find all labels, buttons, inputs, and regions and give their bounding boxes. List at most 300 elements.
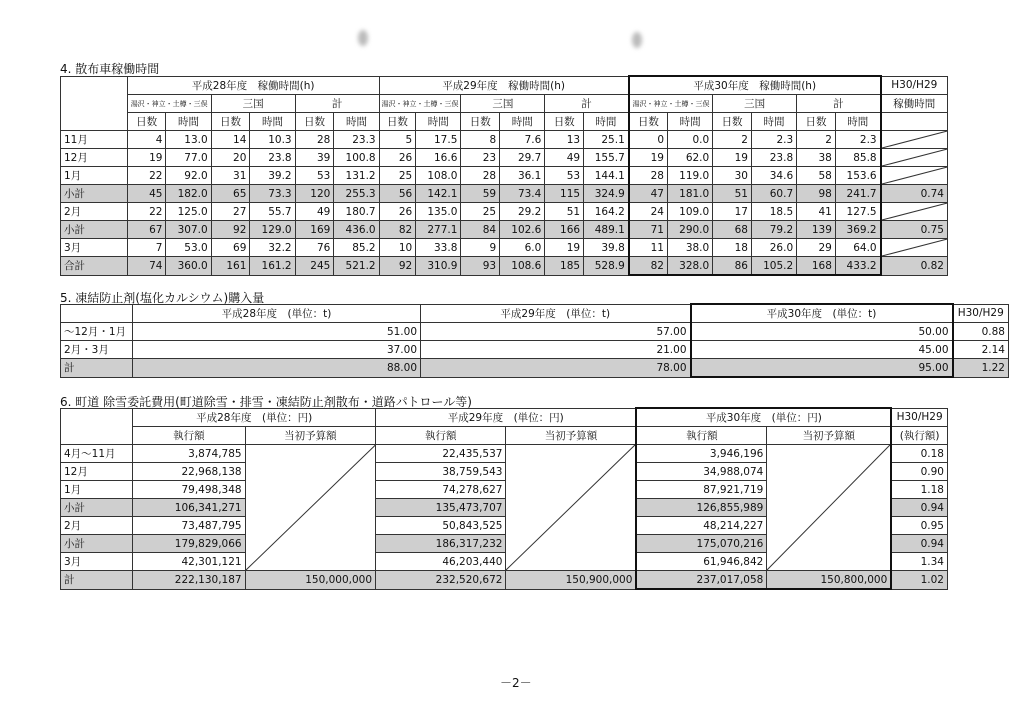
data-cell: 13.0 — [166, 131, 211, 149]
data-cell: 255.3 — [334, 185, 379, 203]
data-cell: 290.0 — [668, 221, 713, 239]
unit-header: 日数 — [127, 113, 166, 131]
row-label: 1月 — [61, 167, 128, 185]
row-label: 小計 — [61, 221, 128, 239]
data-cell: 161 — [211, 257, 250, 276]
data-cell: 50.00 — [691, 323, 953, 341]
unit-header: 日数 — [379, 113, 416, 131]
data-cell: 62.0 — [668, 149, 713, 167]
data-cell: 86 — [713, 257, 752, 276]
data-cell: 49 — [295, 203, 334, 221]
table-row — [61, 239, 948, 257]
data-cell: 82 — [629, 257, 668, 276]
data-cell: 153.6 — [835, 167, 880, 185]
year-group-header: 平成30年度 (単位：t) — [691, 304, 953, 323]
data-cell: 310.9 — [416, 257, 461, 276]
section-5-title: 5. 凍結防止剤(塩化カルシウム)購入量 — [60, 291, 265, 305]
row-label: 3月 — [61, 553, 133, 571]
data-cell: 14 — [211, 131, 250, 149]
unit-header: 時間 — [166, 113, 211, 131]
ratio-cell: 1.02 — [891, 571, 947, 590]
data-cell: 16.6 — [416, 149, 461, 167]
data-cell: 34.6 — [751, 167, 796, 185]
ratio-diagonal-cell — [881, 131, 948, 149]
data-cell: 26 — [379, 149, 416, 167]
data-cell: 433.2 — [835, 257, 880, 276]
data-cell: 64.0 — [835, 239, 880, 257]
data-cell: 19 — [629, 149, 668, 167]
table-row — [61, 304, 1009, 323]
data-cell: 28 — [295, 131, 334, 149]
data-cell: 78.00 — [421, 359, 691, 378]
page-number: －2－ — [500, 676, 532, 690]
data-cell: 120 — [295, 185, 334, 203]
area-header: 湯沢・神立・土樽・三俣 — [127, 95, 211, 113]
data-cell: 65 — [211, 185, 250, 203]
data-cell: 69 — [211, 239, 250, 257]
area-header: 三国 — [713, 95, 797, 113]
data-cell: 168 — [797, 257, 836, 276]
data-cell: 23 — [461, 149, 500, 167]
data-cell: 39.8 — [584, 239, 629, 257]
row-label: ～12月・1月 — [61, 323, 133, 341]
table-row — [61, 95, 948, 113]
table-row — [61, 408, 948, 427]
data-cell: 127.5 — [835, 203, 880, 221]
data-cell: 56 — [379, 185, 416, 203]
ratio-cell: 2.14 — [953, 341, 1009, 359]
data-cell: 0 — [629, 131, 668, 149]
year-group-header: 平成30年度 (単位：円) — [636, 408, 891, 427]
data-cell: 119.0 — [668, 167, 713, 185]
data-cell: 2.3 — [835, 131, 880, 149]
data-cell: 53 — [545, 167, 584, 185]
exec-amount-cell: 87,921,719 — [636, 481, 766, 499]
exec-amount-cell: 175,070,216 — [636, 535, 766, 553]
data-cell: 11 — [629, 239, 668, 257]
data-cell: 180.7 — [334, 203, 379, 221]
data-cell: 53.0 — [166, 239, 211, 257]
data-cell: 10.3 — [250, 131, 295, 149]
data-cell: 18.5 — [751, 203, 796, 221]
exec-amount-cell: 126,855,989 — [636, 499, 766, 517]
exec-amount-cell: 34,988,074 — [636, 463, 766, 481]
data-cell: 2 — [713, 131, 752, 149]
area-header: 三国 — [211, 95, 295, 113]
area-header: 計 — [545, 95, 629, 113]
data-cell: 18 — [713, 239, 752, 257]
antifreeze-purchase-table — [60, 303, 1009, 378]
exec-amount-cell: 46,203,440 — [376, 553, 506, 571]
data-cell: 77.0 — [166, 149, 211, 167]
data-cell: 10 — [379, 239, 416, 257]
row-label: 計 — [61, 359, 133, 378]
ratio-cell: 0.18 — [891, 445, 947, 463]
exec-amount-header: 執行額 — [636, 427, 766, 445]
exec-amount-cell: 38,759,543 — [376, 463, 506, 481]
data-cell: 25 — [461, 203, 500, 221]
unit-header: 日数 — [211, 113, 250, 131]
data-cell: 19 — [713, 149, 752, 167]
data-cell: 23.8 — [250, 149, 295, 167]
exec-amount-cell: 73,487,795 — [133, 517, 245, 535]
section-4-title: 4. 散布車稼働時間 — [60, 62, 160, 76]
row-label: 12月 — [61, 149, 128, 167]
row-label: 小計 — [61, 535, 133, 553]
data-cell: 26 — [379, 203, 416, 221]
data-cell: 92 — [379, 257, 416, 276]
data-cell: 92.0 — [166, 167, 211, 185]
unit-header: 時間 — [250, 113, 295, 131]
data-cell: 19 — [127, 149, 166, 167]
row-label: 12月 — [61, 463, 133, 481]
data-cell: 102.6 — [500, 221, 545, 239]
exec-amount-cell: 48,214,227 — [636, 517, 766, 535]
year-group-header: 平成30年度 稼働時間(h) — [629, 76, 881, 95]
data-cell: 9 — [461, 239, 500, 257]
data-cell: 71 — [629, 221, 668, 239]
data-cell: 39 — [295, 149, 334, 167]
data-cell: 88.00 — [133, 359, 421, 378]
unit-header: 時間 — [334, 113, 379, 131]
ratio-header: H30/H29 — [891, 408, 947, 427]
corner-cell — [61, 408, 133, 445]
data-cell: 19 — [545, 239, 584, 257]
year-group-header: 平成28年度 (単位：円) — [133, 408, 376, 427]
ratio-cell: 1.22 — [953, 359, 1009, 378]
unit-header: 時間 — [500, 113, 545, 131]
snow-removal-cost-table — [60, 407, 948, 590]
exec-amount-cell: 179,829,066 — [133, 535, 245, 553]
year-group-header: 平成28年度 (単位：t) — [133, 304, 421, 323]
data-cell: 6.0 — [500, 239, 545, 257]
data-cell: 25.1 — [584, 131, 629, 149]
data-cell: 241.7 — [835, 185, 880, 203]
data-cell: 182.0 — [166, 185, 211, 203]
data-cell: 79.2 — [751, 221, 796, 239]
data-cell: 38.0 — [668, 239, 713, 257]
data-cell: 324.9 — [584, 185, 629, 203]
year-group-header: 平成29年度 稼働時間(h) — [379, 76, 629, 95]
data-cell: 17.5 — [416, 131, 461, 149]
data-cell: 21.00 — [421, 341, 691, 359]
budget-diagonal-cell — [767, 445, 891, 571]
exec-amount-cell: 186,317,232 — [376, 535, 506, 553]
row-label: 合計 — [61, 257, 128, 276]
row-label: 計 — [61, 571, 133, 590]
unit-header: 時間 — [751, 113, 796, 131]
row-label: 1月 — [61, 481, 133, 499]
data-cell: 32.2 — [250, 239, 295, 257]
ratio-header: 稼働時間 — [881, 95, 948, 113]
data-cell: 53 — [295, 167, 334, 185]
data-cell: 67 — [127, 221, 166, 239]
punch-hole-mark — [358, 30, 368, 46]
data-cell: 108.6 — [500, 257, 545, 276]
unit-header: 日数 — [461, 113, 500, 131]
ratio-cell: 0.90 — [891, 463, 947, 481]
data-cell: 55.7 — [250, 203, 295, 221]
data-cell: 92 — [211, 221, 250, 239]
area-header: 湯沢・神立・土樽・三俣 — [379, 95, 461, 113]
data-cell: 166 — [545, 221, 584, 239]
data-cell: 45 — [127, 185, 166, 203]
data-cell: 100.8 — [334, 149, 379, 167]
data-cell: 125.0 — [166, 203, 211, 221]
data-cell: 58 — [797, 167, 836, 185]
table-row — [61, 427, 948, 445]
data-cell: 73.4 — [500, 185, 545, 203]
row-label: 3月 — [61, 239, 128, 257]
exec-amount-cell: 50,843,525 — [376, 517, 506, 535]
data-cell: 185 — [545, 257, 584, 276]
data-cell: 74 — [127, 257, 166, 276]
data-cell: 307.0 — [166, 221, 211, 239]
unit-header: 時間 — [416, 113, 461, 131]
ratio-cell: 0.94 — [891, 499, 947, 517]
table-row — [61, 445, 948, 463]
unit-header: 日数 — [797, 113, 836, 131]
data-cell: 60.7 — [751, 185, 796, 203]
row-label: 4月～11月 — [61, 445, 133, 463]
budget-header: 当初予算額 — [506, 427, 636, 445]
unit-header: 日数 — [713, 113, 752, 131]
table-row — [61, 149, 948, 167]
exec-amount-cell: 74,278,627 — [376, 481, 506, 499]
data-cell: 161.2 — [250, 257, 295, 276]
data-cell: 29.7 — [500, 149, 545, 167]
ratio-header: (執行額) — [891, 427, 947, 445]
budget-cell: 150,900,000 — [506, 571, 636, 590]
data-cell: 20 — [211, 149, 250, 167]
ratio-diagonal-cell — [881, 239, 948, 257]
data-cell: 142.1 — [416, 185, 461, 203]
ratio-header: H30/H29 — [953, 304, 1009, 323]
data-cell: 47 — [629, 185, 668, 203]
exec-amount-cell: 232,520,672 — [376, 571, 506, 590]
exec-amount-cell: 237,017,058 — [636, 571, 766, 590]
exec-amount-cell: 42,301,121 — [133, 553, 245, 571]
data-cell: 139 — [797, 221, 836, 239]
year-group-header: 平成28年度 稼働時間(h) — [127, 76, 379, 95]
table-row — [61, 323, 1009, 341]
budget-diagonal-cell — [506, 445, 636, 571]
area-header: 湯沢・神立・土樽・三俣 — [629, 95, 713, 113]
ratio-diagonal-cell — [881, 167, 948, 185]
ratio-cell: 0.75 — [881, 221, 948, 239]
exec-amount-cell: 22,435,537 — [376, 445, 506, 463]
data-cell: 22 — [127, 203, 166, 221]
table-row — [61, 341, 1009, 359]
exec-amount-cell: 3,874,785 — [133, 445, 245, 463]
data-cell: 51.00 — [133, 323, 421, 341]
unit-header: 日数 — [629, 113, 668, 131]
data-cell: 277.1 — [416, 221, 461, 239]
area-header: 計 — [295, 95, 379, 113]
data-cell: 31 — [211, 167, 250, 185]
budget-header: 当初予算額 — [767, 427, 891, 445]
data-cell: 135.0 — [416, 203, 461, 221]
data-cell: 30 — [713, 167, 752, 185]
corner-cell — [61, 76, 128, 131]
unit-header: 時間 — [835, 113, 880, 131]
data-cell: 13 — [545, 131, 584, 149]
operation-hours-table — [60, 75, 948, 276]
budget-header: 当初予算額 — [245, 427, 375, 445]
data-cell: 2 — [797, 131, 836, 149]
data-cell: 29 — [797, 239, 836, 257]
row-label: 小計 — [61, 185, 128, 203]
data-cell: 328.0 — [668, 257, 713, 276]
table-row — [61, 76, 948, 95]
data-cell: 489.1 — [584, 221, 629, 239]
area-header: 三国 — [461, 95, 545, 113]
row-label: 2月・3月 — [61, 341, 133, 359]
data-cell: 23.8 — [751, 149, 796, 167]
exec-amount-cell: 79,498,348 — [133, 481, 245, 499]
table-row — [61, 203, 948, 221]
data-cell: 129.0 — [250, 221, 295, 239]
data-cell: 51 — [545, 203, 584, 221]
data-cell: 49 — [545, 149, 584, 167]
ratio-cell: 0.95 — [891, 517, 947, 535]
data-cell: 436.0 — [334, 221, 379, 239]
data-cell: 28 — [461, 167, 500, 185]
data-cell: 45.00 — [691, 341, 953, 359]
data-cell: 109.0 — [668, 203, 713, 221]
table-row — [61, 359, 1009, 378]
data-cell: 59 — [461, 185, 500, 203]
data-cell: 82 — [379, 221, 416, 239]
data-cell: 84 — [461, 221, 500, 239]
data-cell: 164.2 — [584, 203, 629, 221]
budget-cell: 150,000,000 — [245, 571, 375, 590]
exec-amount-cell: 106,341,271 — [133, 499, 245, 517]
table-row — [61, 185, 948, 203]
data-cell: 39.2 — [250, 167, 295, 185]
data-cell: 360.0 — [166, 257, 211, 276]
data-cell: 245 — [295, 257, 334, 276]
empty-cell — [881, 113, 948, 131]
data-cell: 57.00 — [421, 323, 691, 341]
year-group-header: 平成29年度 (単位：t) — [421, 304, 691, 323]
budget-diagonal-cell — [245, 445, 375, 571]
data-cell: 29.2 — [500, 203, 545, 221]
exec-amount-cell: 135,473,707 — [376, 499, 506, 517]
ratio-cell: 0.82 — [881, 257, 948, 276]
data-cell: 181.0 — [668, 185, 713, 203]
table-row — [61, 257, 948, 276]
data-cell: 108.0 — [416, 167, 461, 185]
data-cell: 5 — [379, 131, 416, 149]
data-cell: 68 — [713, 221, 752, 239]
exec-amount-header: 執行額 — [133, 427, 245, 445]
row-label: 11月 — [61, 131, 128, 149]
data-cell: 8 — [461, 131, 500, 149]
row-label: 小計 — [61, 499, 133, 517]
section-6-title: 6. 町道 除雪委託費用(町道除雪・排雪・凍結防止剤散布・道路パトロール等) — [60, 395, 472, 409]
data-cell: 131.2 — [334, 167, 379, 185]
data-cell: 37.00 — [133, 341, 421, 359]
data-cell: 33.8 — [416, 239, 461, 257]
data-cell: 95.00 — [691, 359, 953, 378]
data-cell: 7 — [127, 239, 166, 257]
data-cell: 521.2 — [334, 257, 379, 276]
data-cell: 73.3 — [250, 185, 295, 203]
ratio-diagonal-cell — [881, 203, 948, 221]
exec-amount-cell: 61,946,842 — [636, 553, 766, 571]
data-cell: 7.6 — [500, 131, 545, 149]
ratio-header: H30/H29 — [881, 76, 948, 95]
row-label: 2月 — [61, 203, 128, 221]
data-cell: 85.2 — [334, 239, 379, 257]
data-cell: 17 — [713, 203, 752, 221]
ratio-cell: 0.94 — [891, 535, 947, 553]
data-cell: 36.1 — [500, 167, 545, 185]
ratio-cell: 1.18 — [891, 481, 947, 499]
budget-cell: 150,800,000 — [767, 571, 891, 590]
ratio-cell: 0.74 — [881, 185, 948, 203]
exec-amount-cell: 22,968,138 — [133, 463, 245, 481]
ratio-diagonal-cell — [881, 149, 948, 167]
data-cell: 25 — [379, 167, 416, 185]
data-cell: 369.2 — [835, 221, 880, 239]
exec-amount-cell: 222,130,187 — [133, 571, 245, 590]
data-cell: 169 — [295, 221, 334, 239]
data-cell: 38 — [797, 149, 836, 167]
data-cell: 27 — [211, 203, 250, 221]
data-cell: 4 — [127, 131, 166, 149]
table-row — [61, 113, 948, 131]
data-cell: 23.3 — [334, 131, 379, 149]
unit-header: 時間 — [668, 113, 713, 131]
data-cell: 528.9 — [584, 257, 629, 276]
data-cell: 98 — [797, 185, 836, 203]
row-label: 2月 — [61, 517, 133, 535]
data-cell: 0.0 — [668, 131, 713, 149]
ratio-cell: 1.34 — [891, 553, 947, 571]
data-cell: 144.1 — [584, 167, 629, 185]
data-cell: 22 — [127, 167, 166, 185]
corner-cell — [61, 304, 133, 323]
data-cell: 85.8 — [835, 149, 880, 167]
data-cell: 24 — [629, 203, 668, 221]
table-row — [61, 571, 948, 590]
table-row — [61, 131, 948, 149]
unit-header: 日数 — [545, 113, 584, 131]
data-cell: 76 — [295, 239, 334, 257]
punch-hole-mark — [632, 32, 642, 48]
data-cell: 105.2 — [751, 257, 796, 276]
year-group-header: 平成29年度 (単位：円) — [376, 408, 637, 427]
unit-header: 時間 — [584, 113, 629, 131]
data-cell: 155.7 — [584, 149, 629, 167]
unit-header: 日数 — [295, 113, 334, 131]
data-cell: 93 — [461, 257, 500, 276]
ratio-cell: 0.88 — [953, 323, 1009, 341]
data-cell: 28 — [629, 167, 668, 185]
data-cell: 115 — [545, 185, 584, 203]
exec-amount-cell: 3,946,196 — [636, 445, 766, 463]
data-cell: 26.0 — [751, 239, 796, 257]
data-cell: 41 — [797, 203, 836, 221]
area-header: 計 — [797, 95, 881, 113]
exec-amount-header: 執行額 — [376, 427, 506, 445]
data-cell: 51 — [713, 185, 752, 203]
table-row — [61, 221, 948, 239]
table-row — [61, 167, 948, 185]
data-cell: 2.3 — [751, 131, 796, 149]
